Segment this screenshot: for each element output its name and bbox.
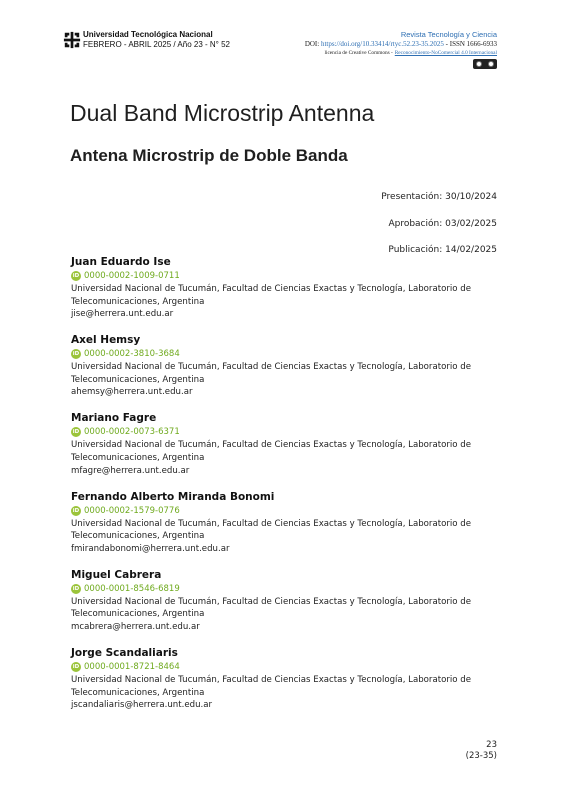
author-affiliation: Universidad Nacional de Tucumán, Facultad de Ciencias Exactas y Tecnología, Laboratorio de [71,518,472,529]
author-affiliation-cont: Telecomunicaciones, Argentina [71,452,205,463]
page-number: 23 [486,740,497,750]
author-affiliation: Universidad Nacional de Tucumán, Facultad de Ciencias Exactas y Tecnología, Laboratorio de [71,362,472,373]
doi-line [305,40,497,50]
orcid-icon: iD [72,273,80,279]
author-entry [71,255,497,333]
author-email[interactable]: jscandaliaris@herrera.unt.edu.ar [71,700,213,711]
issue-info: FEBRERO - ABRIL 2025 / Año 23 - N° 52 [83,39,230,49]
author-email[interactable]: mcabrera@herrera.unt.edu.ar [71,621,200,632]
license-line [305,49,497,58]
page-title: Dual Band Microstrip Antenna [70,100,375,126]
author-entry [71,568,497,646]
date-publicacion: Publicación: 14/02/2025 [388,245,497,255]
orcid-icon: iD [72,351,80,358]
author-affiliation-cont: Telecomunicaciones, Argentina [71,374,205,385]
author-affiliation-cont: Telecomunicaciones, Argentina [71,531,205,542]
author-entry [71,646,497,724]
author-affiliation: Universidad Nacional de Tucumán, Facultad de Ciencias Exactas y Tecnología, Laboratorio de [71,674,472,685]
author-name: Axel Hemsy [71,334,141,347]
author-affiliation-cont: Telecomunicaciones, Argentina [71,296,205,307]
license-link[interactable]: Reconocimiento-NoComercial 4.0 Internacional [394,50,497,56]
doi-label: DOI: [304,39,320,48]
orcid-icon: iD [72,585,80,592]
date-presentacion: Presentación: 30/10/2024 [381,192,497,202]
author-entry [71,411,497,489]
orcid-link[interactable]: 0000-0001-8721-8464 [84,661,180,672]
author-name: Jorge Scandaliaris [71,646,178,659]
license-prefix: licencia de Creative Commons - [324,50,393,56]
orcid-link[interactable]: 0000-0002-0073-6371 [84,427,180,438]
author-name: Fernando Alberto Miranda Bonomi [71,490,275,503]
author-name: Miguel Cabrera [71,568,162,581]
author-entry [71,490,497,568]
author-email[interactable]: ahemsy@herrera.unt.edu.ar [71,387,193,398]
author-list [71,255,497,724]
orcid-link[interactable]: 0000-0002-3810-3684 [84,349,180,360]
orcid-link[interactable]: 0000-0002-1579-0776 [84,505,180,516]
author-email[interactable]: jise@herrera.unt.edu.ar [71,309,174,320]
journal-name: Revista Tecnología y Ciencia [400,30,497,39]
journal-block [305,30,497,69]
author-affiliation-cont: Telecomunicaciones, Argentina [71,609,205,620]
university-name: Universidad Tecnológica Nacional [83,30,213,39]
author-name: Mariano Fagre [71,412,157,425]
author-affiliation-cont: Telecomunicaciones, Argentina [71,687,205,698]
issn: - ISSN 1666-6933 [445,39,497,48]
author-entry [71,333,497,411]
orcid-icon: iD [72,507,80,514]
author-email[interactable]: mfagre@herrera.unt.edu.ar [71,465,190,476]
date-aprobacion: Aprobación: 03/02/2025 [388,218,497,229]
page-header [63,30,497,74]
page-range: (23-35) [465,751,497,761]
page-subtitle: Antena Microstrip de Doble Banda [70,146,348,165]
doi-link[interactable]: https://doi.org/10.33414/rtyc.52.23-35.2025 [320,39,444,48]
author-affiliation: Universidad Nacional de Tucumán, Facultad de Ciencias Exactas y Tecnología, Laboratorio de [71,440,472,451]
cc-by-nc-icon[interactable] [473,59,497,69]
author-affiliation: Universidad Nacional de Tucumán, Facultad de Ciencias Exactas y Tecnología, Laboratorio de [71,596,472,607]
orcid-link[interactable]: 0000-0001-8546-6819 [84,583,180,594]
author-name: Juan Eduardo Ise [71,256,171,268]
author-affiliation: Universidad Nacional de Tucumán, Facultad de Ciencias Exactas y Tecnología, Laboratorio de [71,284,472,294]
university-block [63,30,230,49]
page-number-block [466,740,497,762]
author-email[interactable]: fmirandabonomi@herrera.unt.edu.ar [71,543,230,554]
orcid-link[interactable]: 0000-0002-1009-0711 [84,271,180,281]
orcid-icon: iD [72,429,80,436]
orcid-icon: iD [72,663,80,670]
utn-logo-icon [63,31,81,49]
